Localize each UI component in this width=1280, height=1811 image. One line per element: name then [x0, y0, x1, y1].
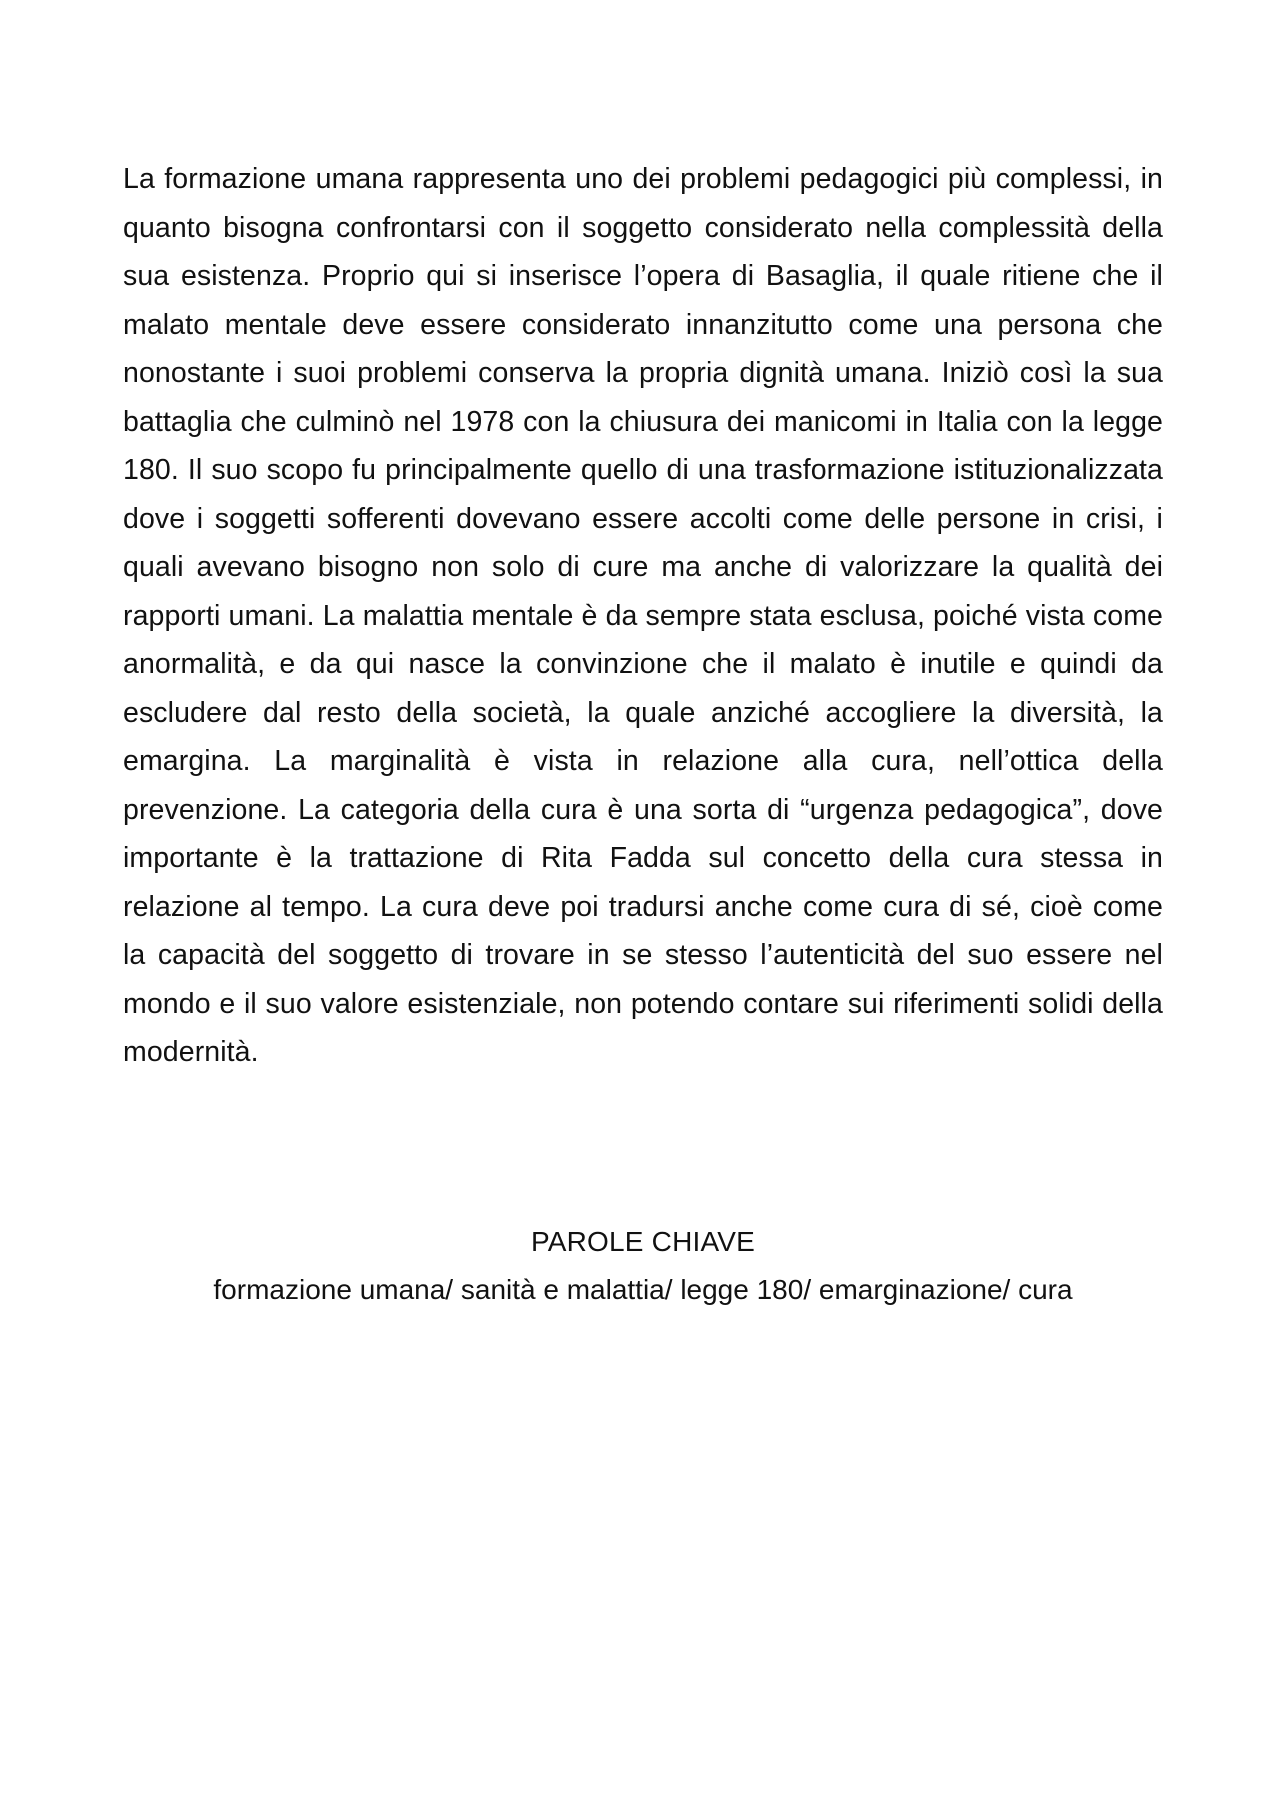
keywords-section — [123, 1218, 1163, 1314]
abstract-paragraph: La formazione umana rappresenta uno dei problemi pedagogici più complessi, in quanto bisogna confrontarsi con il soggetto considerato nella complessità della sua esistenza. Proprio qui si inserisce l’opera di Basaglia, il quale ritiene che il malato mentale deve essere considerato innanzitutto come una persona che nonostante i suoi problemi conserva la propria dignità umana. Iniziò così la sua battaglia che culminò nel 1978 con la chiusura dei manicomi in Italia con la legge 180. Il suo scopo fu principalmente quello di una trasformazione istituzionalizzata dove i soggetti sofferenti dovevano essere accolti come delle persone in crisi, i quali avevano bisogno non solo di cure ma anche di valorizzare la qualità dei rapporti umani. La malattia mentale è da sempre stata esclusa, poiché vista come anormalità, e da qui nasce la convinzione che il malato è inutile e quindi da escludere dal resto della società, la quale anziché accogliere la diversità, la emargina. La marginalità è vista in relazione alla cura, nell’ottica della prevenzione. La categoria della cura è una sorta di “urgenza pedagogica”, dove importante è la trattazione di Rita Fadda sul concetto della cura stessa in relazione al tempo. La cura deve poi tradursi anche come cura di sé, cioè come la capacità del soggetto di trovare in se stesso l’autenticità del suo essere nel mondo e il suo valore esistenziale, non potendo contare sui riferimenti solidi della modernità. — [123, 163, 1163, 1068]
keywords-heading: PAROLE CHIAVE — [530, 1226, 756, 1257]
keywords-list: formazione umana/ sanità e malattia/ legge 180/ emarginazione/ cura — [213, 1274, 1073, 1305]
